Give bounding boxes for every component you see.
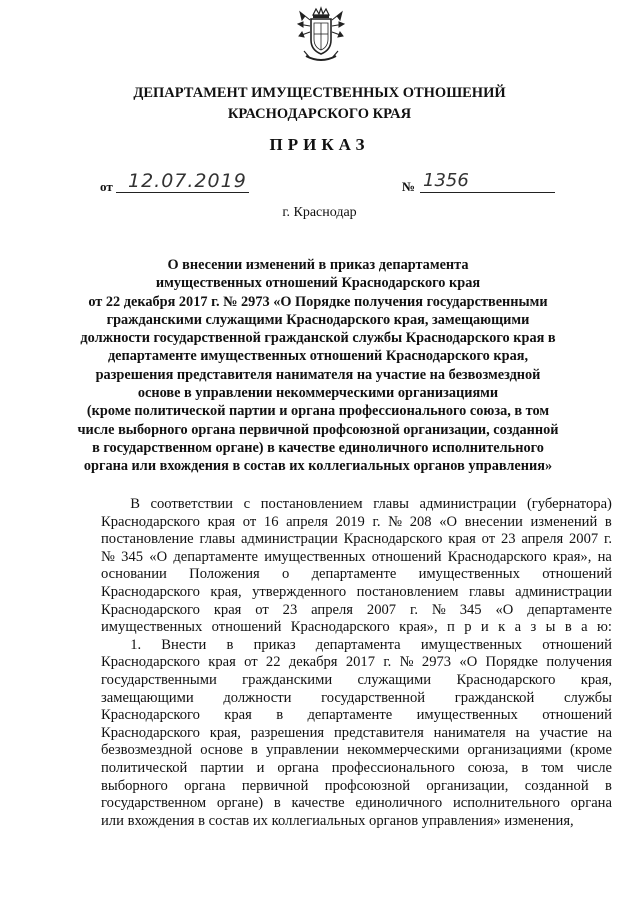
body-word: и bbox=[256, 759, 265, 776]
body-word: состав bbox=[208, 812, 253, 829]
body-word: получения bbox=[546, 654, 612, 671]
body-word: профсоюзной bbox=[324, 777, 410, 794]
body-word: 23 bbox=[500, 531, 516, 548]
body-word: постановлением bbox=[260, 496, 363, 512]
body-word: органа bbox=[570, 795, 612, 812]
body-word: 23 bbox=[282, 601, 298, 618]
body-word: главы bbox=[199, 531, 236, 548]
body-word: Краснодарского bbox=[101, 583, 200, 600]
body-line bbox=[101, 742, 612, 760]
department-name-line2: КРАСНОДАРСКОГО КРАЯ bbox=[227, 106, 412, 122]
body-word: края, bbox=[209, 724, 241, 741]
body-word: (кроме bbox=[570, 742, 612, 759]
body-word: на bbox=[597, 724, 612, 741]
body-word: от bbox=[481, 531, 496, 548]
body-word: края bbox=[213, 601, 242, 618]
body-word: соответствии bbox=[150, 496, 233, 512]
body-line bbox=[101, 725, 612, 743]
body-word: разрешения bbox=[250, 724, 325, 741]
body-word: службы bbox=[563, 689, 612, 706]
body-word: в bbox=[226, 636, 234, 653]
body-word: края», bbox=[552, 548, 592, 565]
body-word: постановлением bbox=[356, 583, 459, 600]
coat-of-arms-icon bbox=[296, 6, 346, 66]
body-word: профессионального bbox=[331, 759, 455, 776]
body-word: Краснодарского bbox=[101, 707, 200, 724]
body-word: 2019 bbox=[335, 513, 365, 530]
body-word: союза, bbox=[467, 759, 509, 776]
body-word: выборного bbox=[101, 777, 168, 794]
title-line: органа или вхождения в состав их коллегиальных органов управления» bbox=[83, 458, 553, 475]
body-word: отношений bbox=[211, 619, 282, 636]
body-word: числе bbox=[576, 759, 612, 776]
body-word: апреля bbox=[286, 513, 329, 530]
body-word: 345 bbox=[459, 601, 482, 618]
body-word: в bbox=[276, 707, 284, 724]
body-word: отношений bbox=[542, 566, 612, 583]
body-word: органа bbox=[277, 759, 319, 776]
body-word: в bbox=[605, 777, 612, 794]
title-line: основе в управлении некоммерческими организациями bbox=[137, 385, 499, 402]
order-body bbox=[101, 496, 612, 830]
city-name: г. Краснодар bbox=[282, 205, 357, 220]
body-word: департаменте bbox=[527, 601, 612, 618]
body-word: декабря bbox=[288, 654, 338, 671]
body-line bbox=[101, 531, 612, 549]
body-word: з bbox=[530, 619, 537, 636]
body-word: апреля bbox=[521, 531, 564, 548]
title-line: (кроме политической партии и органа профессионального союза, в том bbox=[86, 403, 550, 420]
body-word: в bbox=[273, 795, 281, 812]
body-word: на bbox=[515, 724, 530, 741]
body-word: от bbox=[255, 601, 269, 618]
body-word: первичной bbox=[241, 777, 309, 794]
body-word: том bbox=[541, 759, 564, 776]
title-line: департаменте имущественных отношений Краснодарского края, bbox=[107, 348, 529, 365]
body-word: органа bbox=[184, 777, 226, 794]
body-word: Краснодарского bbox=[343, 531, 443, 548]
body-word: края bbox=[207, 513, 236, 530]
body-word: к bbox=[498, 619, 506, 636]
body-word: изменения, bbox=[504, 812, 574, 829]
body-word: отношений bbox=[542, 636, 612, 653]
body-word: утвержденного bbox=[252, 583, 347, 600]
body-word: органе) bbox=[216, 795, 264, 812]
body-word: или bbox=[101, 812, 128, 829]
body-word: созданной bbox=[524, 777, 589, 794]
body-word: органов bbox=[369, 812, 422, 829]
body-word: управления» bbox=[421, 812, 505, 829]
body-word: а bbox=[581, 619, 588, 636]
body-word: В bbox=[101, 496, 140, 512]
body-word: в bbox=[564, 619, 572, 636]
body-line bbox=[101, 619, 612, 637]
body-line bbox=[101, 778, 612, 796]
body-word: «О bbox=[439, 513, 458, 530]
body-word: имущественных bbox=[420, 636, 523, 653]
body-line bbox=[101, 566, 612, 584]
body-word: нанимателя bbox=[433, 724, 506, 741]
department-name-line1: ДЕПАРТАМЕНТ ИМУЩЕСТВЕННЫХ ОТНОШЕНИЙ bbox=[133, 85, 506, 101]
body-word: 208 bbox=[409, 513, 432, 530]
body-word: о bbox=[282, 566, 290, 583]
title-line: в государственном органе) в качестве единоличного исполнительного bbox=[92, 439, 544, 456]
body-word: 2017 bbox=[345, 654, 376, 671]
body-word: г. bbox=[383, 654, 392, 671]
body-word: государственными bbox=[101, 671, 217, 688]
body-word: постановление bbox=[101, 531, 194, 548]
body-word: «О bbox=[149, 548, 168, 565]
body-line bbox=[101, 549, 612, 567]
body-word: 22 bbox=[265, 654, 281, 671]
body-word: качестве bbox=[291, 795, 345, 812]
body-word: Краснодарского bbox=[101, 724, 200, 741]
body-word: Краснодарского bbox=[101, 513, 200, 530]
body-word: служащими bbox=[357, 671, 432, 688]
title-line: имущественных отношений Краснодарского края bbox=[155, 275, 481, 292]
body-word: Порядке bbox=[485, 654, 539, 671]
body-word: гражданскими bbox=[242, 671, 333, 688]
body-word: имущественных bbox=[101, 619, 203, 636]
body-word: организациями bbox=[467, 742, 562, 759]
body-word: а bbox=[514, 619, 522, 636]
body-word: единоличного bbox=[355, 795, 443, 812]
body-line bbox=[101, 584, 612, 602]
body-word: администрации bbox=[240, 531, 338, 548]
body-line bbox=[101, 795, 612, 813]
body-word: г. bbox=[603, 531, 612, 548]
body-word: в bbox=[604, 513, 612, 530]
body-word: главы bbox=[469, 583, 505, 600]
handwritten-number: 1356 bbox=[423, 170, 469, 191]
body-word: п bbox=[447, 619, 455, 636]
body-line bbox=[101, 760, 612, 778]
body-word: имущественных bbox=[418, 566, 520, 583]
body-line bbox=[101, 637, 612, 655]
body-word: края bbox=[208, 654, 236, 671]
body-word: «О bbox=[495, 601, 514, 618]
body-word: на bbox=[597, 548, 612, 565]
body-word: в bbox=[198, 812, 209, 829]
document-type-title: ПРИКАЗ bbox=[269, 135, 370, 154]
body-word: участие bbox=[539, 724, 588, 741]
body-word: администрации bbox=[515, 583, 612, 600]
body-word: исполнительного bbox=[452, 795, 560, 812]
body-word: Краснодарского bbox=[456, 671, 556, 688]
body-word: основании bbox=[101, 566, 167, 583]
body-word: изменений bbox=[530, 513, 598, 530]
body-word: от bbox=[242, 513, 257, 530]
body-word: основе bbox=[200, 742, 243, 759]
body-word: департамента bbox=[315, 636, 401, 653]
handwritten-date: 12.07.2019 bbox=[128, 170, 247, 192]
body-word: 2007 bbox=[366, 601, 397, 618]
body-word: г. bbox=[409, 601, 418, 618]
body-word: 16 bbox=[263, 513, 279, 530]
body-word: вхождения bbox=[127, 812, 199, 829]
body-word: 1. bbox=[101, 636, 142, 653]
date-underline bbox=[116, 192, 249, 193]
body-line bbox=[101, 514, 612, 532]
body-line bbox=[101, 707, 612, 725]
body-word: коллегиальных bbox=[271, 812, 370, 829]
body-line bbox=[101, 672, 612, 690]
body-word: и bbox=[480, 619, 489, 636]
body-word: Краснодарского bbox=[447, 548, 547, 565]
body-word: Положения bbox=[189, 566, 260, 583]
body-line bbox=[101, 602, 612, 620]
body-word: департаменте bbox=[307, 707, 393, 724]
body-word: организации, bbox=[426, 777, 509, 794]
body-word: управлении bbox=[266, 742, 339, 759]
order-title bbox=[70, 256, 566, 476]
body-line bbox=[101, 813, 612, 831]
title-line: разрешения представителя нанимателя на участие на безвозмездной bbox=[95, 366, 541, 383]
body-word: Краснодарского bbox=[101, 601, 200, 618]
body-word: политической bbox=[101, 759, 188, 776]
title-line: гражданскими служащими Краснодарского края, замещающими bbox=[106, 311, 530, 328]
body-word: края, bbox=[210, 583, 242, 600]
body-word: департаменте bbox=[173, 548, 259, 565]
body-word: № bbox=[431, 601, 446, 618]
body-word: должности bbox=[223, 689, 292, 706]
body-word: партии bbox=[200, 759, 244, 776]
body-word: Внести bbox=[161, 636, 207, 653]
body-word: государственном bbox=[101, 795, 207, 812]
body-word: замещающими bbox=[101, 689, 194, 706]
body-word: апреля bbox=[311, 601, 354, 618]
body-line bbox=[101, 690, 612, 708]
body-word: департаменте bbox=[311, 566, 397, 583]
body-word: безвозмездной bbox=[101, 742, 193, 759]
body-line bbox=[101, 654, 612, 672]
body-word: № bbox=[399, 654, 414, 671]
body-word: ю: bbox=[597, 619, 612, 636]
body-word: отношений bbox=[371, 548, 442, 565]
body-word: отношений bbox=[542, 707, 612, 724]
body-word: «О bbox=[459, 654, 478, 671]
body-word: края», bbox=[399, 619, 438, 636]
body-word: г. bbox=[372, 513, 381, 530]
body-word: ы bbox=[545, 619, 556, 636]
body-word: с bbox=[243, 496, 251, 512]
body-word: № bbox=[101, 548, 115, 565]
body-word: 2973 bbox=[421, 654, 452, 671]
body-word: приказ bbox=[253, 636, 296, 653]
title-line: от 22 декабря 2017 г. № 2973 «О Порядке получения государственными bbox=[88, 293, 548, 310]
number-underline bbox=[420, 192, 555, 193]
body-word: (губернатора) bbox=[526, 496, 612, 512]
body-word: внесении bbox=[464, 513, 523, 530]
body-word: Краснодарского bbox=[290, 619, 390, 636]
body-word: края bbox=[224, 707, 252, 724]
body-word: государственной bbox=[321, 689, 426, 706]
body-word: в bbox=[251, 742, 258, 759]
body-word: Краснодарского bbox=[101, 654, 200, 671]
body-word: имущественных bbox=[264, 548, 366, 565]
body-word: 2007 bbox=[569, 531, 599, 548]
body-word: гражданской bbox=[454, 689, 535, 706]
body-word: р bbox=[464, 619, 472, 636]
body-word: от bbox=[244, 654, 258, 671]
body-word: в bbox=[521, 759, 529, 776]
body-word: администрации bbox=[419, 496, 517, 512]
date-label: от bbox=[100, 179, 113, 194]
body-word: № bbox=[388, 513, 403, 530]
body-word: представителя bbox=[333, 724, 424, 741]
body-word: имущественных bbox=[416, 707, 518, 724]
body-line bbox=[101, 496, 612, 514]
body-word: края, bbox=[580, 671, 612, 688]
body-word: некоммерческими bbox=[347, 742, 460, 759]
body-word: края bbox=[448, 531, 476, 548]
number-label: № bbox=[402, 179, 416, 194]
title-line: числе выборного органа первичной профсоюзной организации, созданной bbox=[77, 421, 559, 438]
title-line: должности государственной гражданской службы Краснодарского края в bbox=[80, 330, 556, 347]
body-word: главы bbox=[373, 496, 409, 512]
body-word: 345 bbox=[121, 548, 144, 565]
title-line: О внесении изменений в приказ департамента bbox=[167, 257, 469, 273]
body-word: их bbox=[252, 812, 272, 829]
